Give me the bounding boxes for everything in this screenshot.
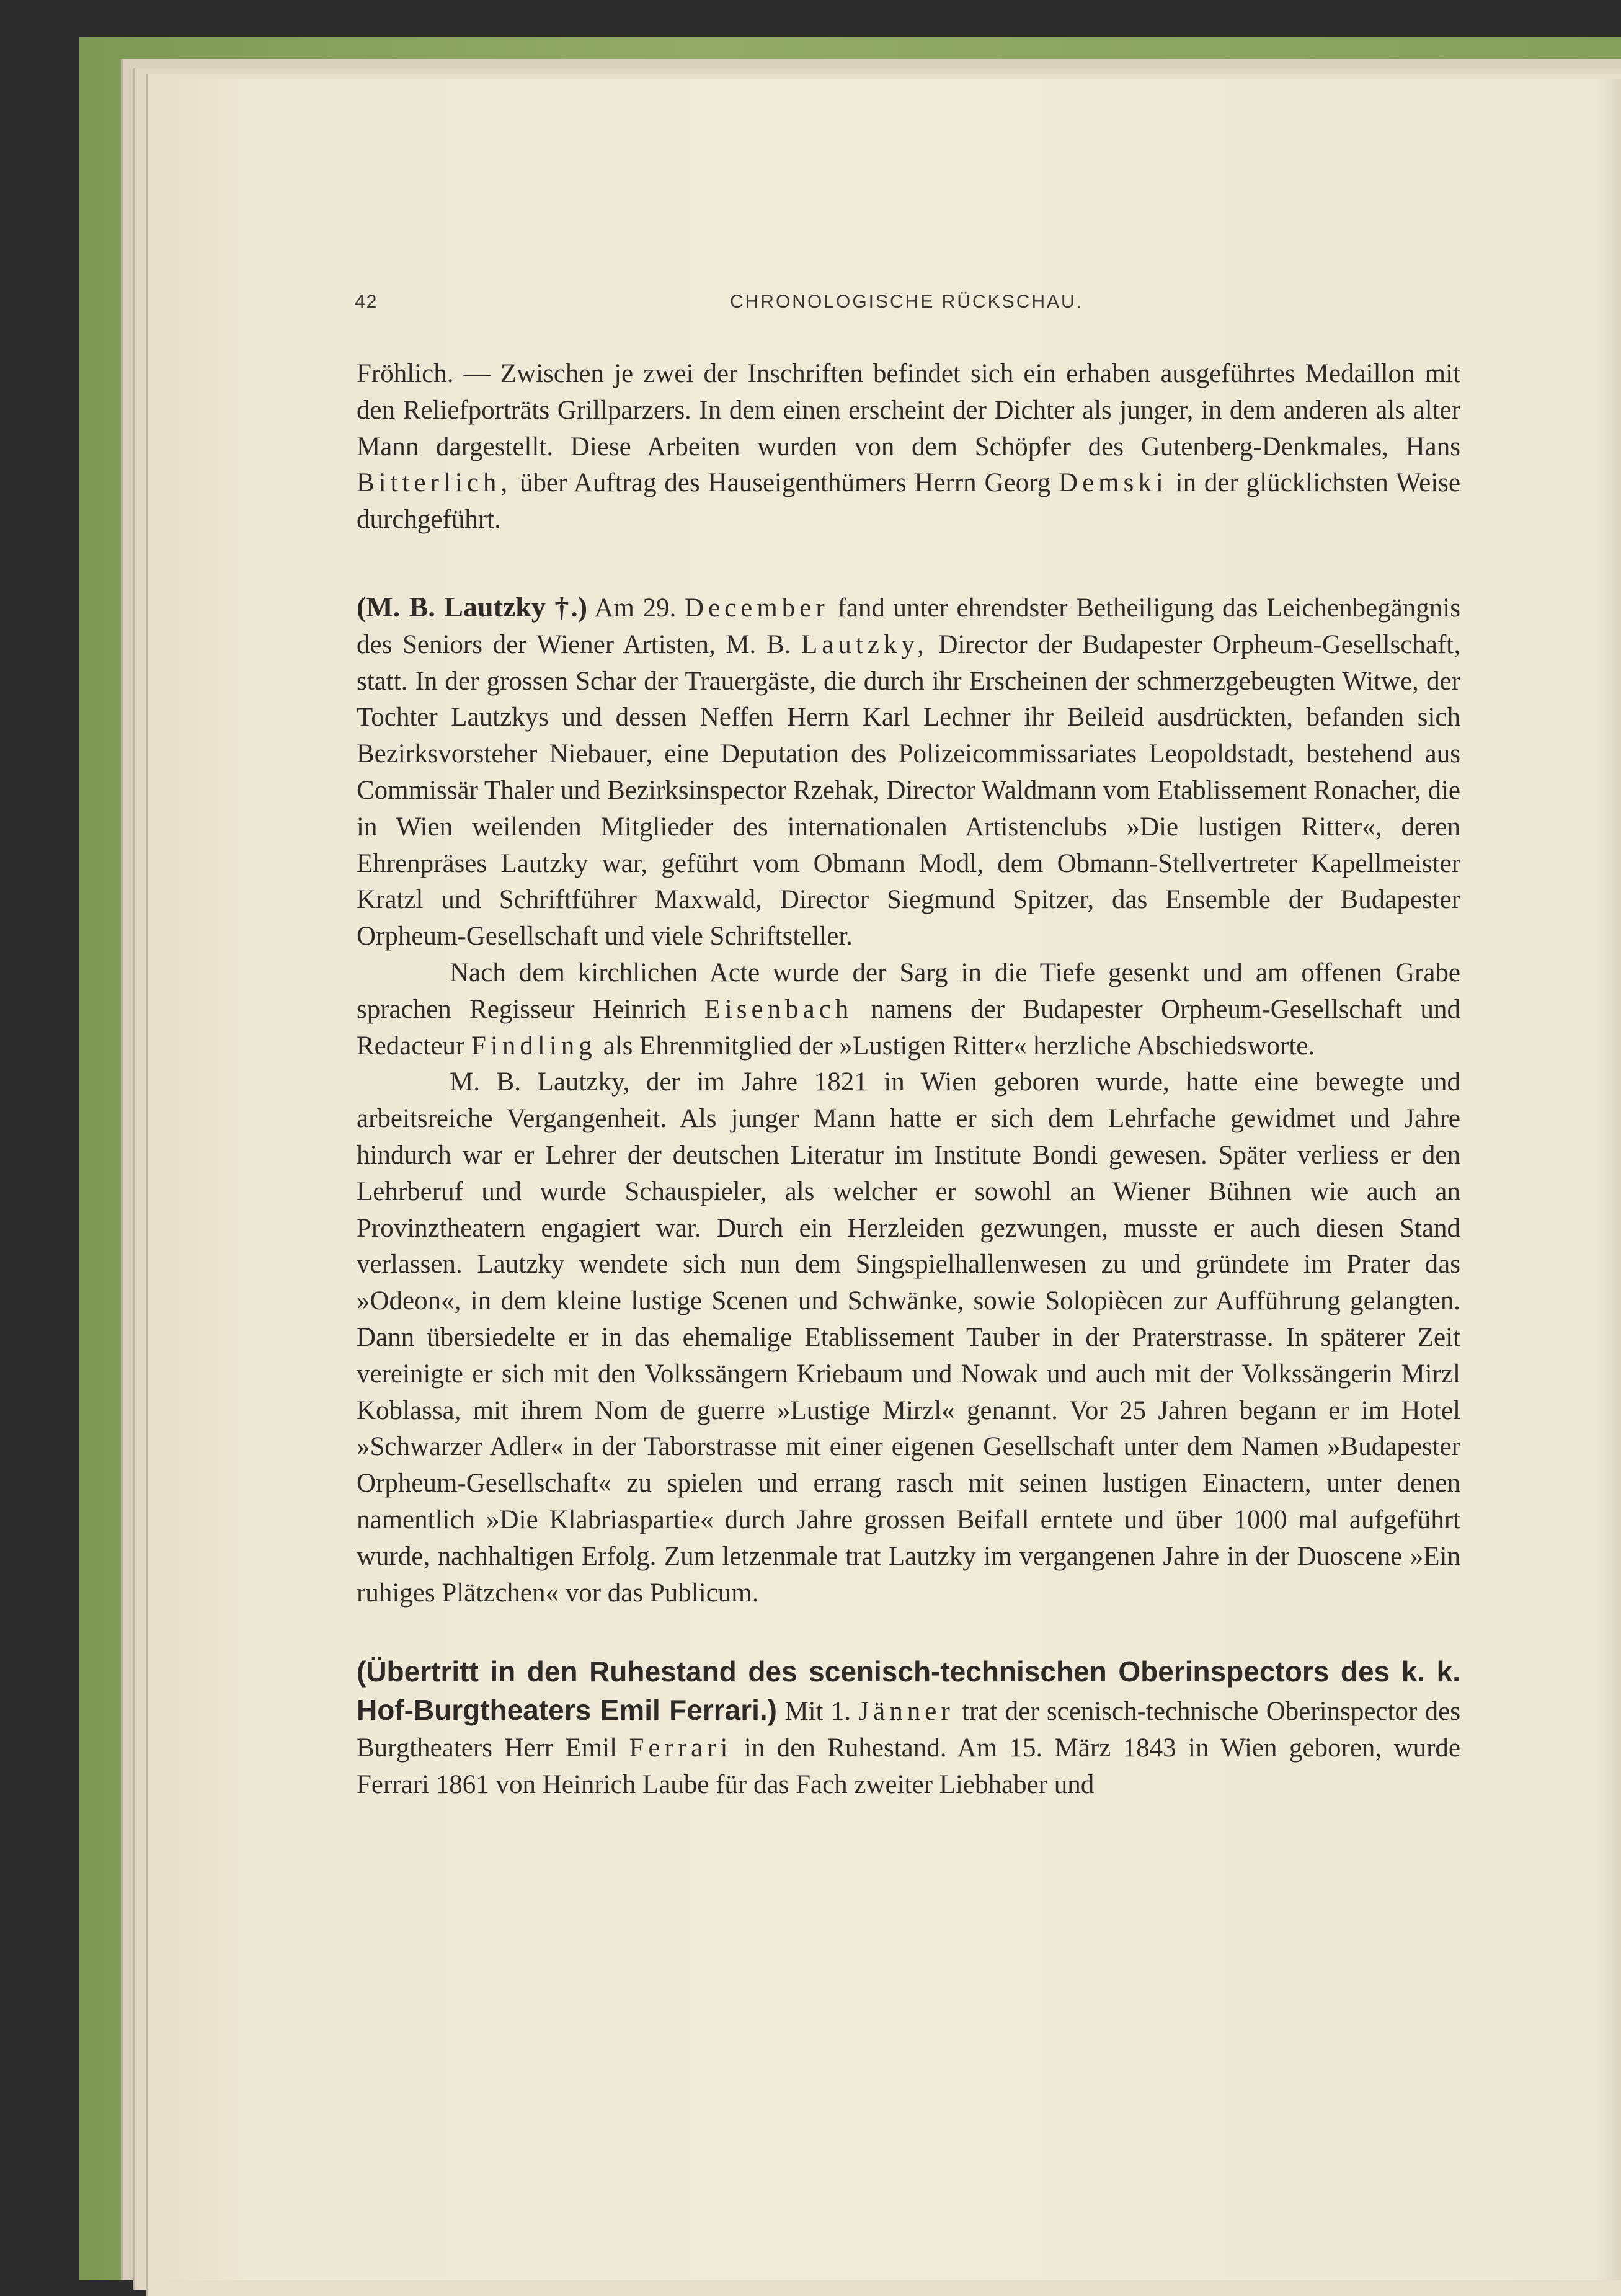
month-name: Jänner [858, 1697, 954, 1727]
person-name: Eisenbach [704, 994, 853, 1024]
text-run: fand unter ehrendster Betheiligung das Leichenbegängnis des Seniors der Wiener Artisten, M. B. [357, 593, 1460, 659]
paragraph [357, 356, 1460, 538]
page-header [355, 291, 1459, 316]
person-name: Ferrari [629, 1733, 732, 1763]
paragraph [357, 955, 1460, 1064]
page-shadow [1596, 79, 1621, 2280]
month-name: December [685, 593, 829, 623]
paragraph: M. B. Lautzky, der im Jahre 1821 in Wien geboren wurde, hatte eine bewegte und arbeitsreiche Vergangenheit. Als junger Mann hatte er sich dem Lehrfache gewidmet und Jahre hindurch war er Lehrer der deutschen Literatur im Institute Bondi gewesen. Später verliess er den Lehrberuf und wurde Schauspieler, als welcher er sowohl an Wiener Bühnen wie auch an Provinztheatern engagiert war. Durch ein Herzleiden gezwungen, musste er auch diesen Stand verlassen. Lautzky wendete sich nun dem Singspielhallenwesen zu und gründete im Prater das »Odeon«, in dem kleine lustige Scenen und Schwänke, sowie Solopiècen zur Aufführung gelangten. Dann übersiedelte er in das ehemalige Etablissement Tauber in der Praterstrasse. In späterer Zeit vereinigte er sich mit den Volkssängern Kriebaum und Nowak und auch mit der Volkssängerin Mirzl Koblassa, mit ihrem Nom de guerre »Lustige Mirzl« genannt. Vor 25 Jahren begann er im Hotel »Schwarzer Adler« in der Taborstrasse mit einer eigenen Gesellschaft unter dem Namen »Budapester Orpheum-Gesellschaft« zu spielen und errang rasch mit seinen lustigen Einactern, unter denen namentlich »Die Klabriaspartie« durch Jahre grossen Beifall erntete und über 1000 mal aufgeführt wurde, nachhaltigen Erfolg. Zum letzenmale trat Lautzky im vergangenen Jahre in der Duoscene »Ein ruhiges Plätzchen« vor das Publicum. [357, 1067, 1460, 1608]
text-run: namens der Budapester Orpheum-Gesellschaft und Redacteur [357, 994, 1460, 1061]
body-text [357, 356, 1460, 1803]
section-gap [357, 538, 1460, 589]
text-run: über Auftrag des Hauseigenthümers Herrn Georg [512, 468, 1059, 498]
running-title: CHRONOLOGISCHE RÜCKSCHAU. [729, 291, 1084, 312]
person-name: Findling [471, 1031, 597, 1061]
paragraph [357, 1653, 1460, 1803]
paragraph [357, 589, 1460, 955]
person-name: Bitterlich, [357, 468, 512, 498]
text-run: Director der Budapester Orpheum-Gesellschaft, statt. In der grossen Schar der Trauergäste, die durch ihr Erscheinen der schmerzgebeugten Witwe, der Tochter Lautzkys und dessen Neffen Herrn Karl Lechner ihr Beileid ausdrückten, befanden sich Bezirksvorsteher Niebauer, eine Deputation des Polizeicommissariates Leopoldstadt, bestehend aus Commissär Thaler und Bezirksinspector Rzehak, Director Waldmann vom Etablissement Ronacher, die in Wien weilenden Mitglieder des internationalen Artistenclubs »Die lustigen Ritter«, deren Ehrenpräses Lautzky war, geführt vom Obmann Modl, dem Obmann-Stellvertreter Kapellmeister Kratzl und Schriftführer Maxwald, Director Siegmund Spitzer, das Ensemble der Budapester Orpheum-Gesellschaft und viele Schriftsteller. [357, 630, 1460, 951]
section-heading: (M. B. Lautzky †.) [357, 590, 588, 623]
text-run: als Ehrenmitglied der »Lustigen Ritter« herzliche Abschiedsworte. [596, 1031, 1315, 1061]
text-run: trat der scenisch-technische Oberinspector des Burgtheaters Herr Emil [357, 1697, 1460, 1763]
text-run: in den Ruhestand. Am 15. März 1843 in Wien geboren, wurde Ferrari 1861 von Heinrich Laube für das Fach zweiter Liebhaber und [357, 1733, 1461, 1799]
text-run: Mit 1. [777, 1697, 859, 1727]
text-run: in der glücklichsten Weise durchgeführt. [357, 468, 1460, 535]
text-run: Am 29. [587, 593, 685, 623]
page-number: 42 [355, 291, 378, 312]
person-name: Lautzky, [801, 630, 928, 659]
text-run: Fröhlich. — Zwischen je zwei der Inschriften befindet sich ein erhaben ausgeführtes Medaillon mit den Reliefporträts Grillparzers. In dem einen erscheint der Dichter als junger, in dem anderen als alter Mann dargestellt. Diese Arbeiten wurden von dem Schöpfer des Gutenberg-Denkmales, Hans [357, 359, 1460, 461]
section-heading: (Übertritt in den Ruhestand des scenisch-technischen Oberinspectors des k. k. Hof-Burgtheaters Emil Ferrari.) [357, 1655, 1460, 1727]
book-page [162, 79, 1621, 2280]
person-name: Demski [1059, 468, 1168, 498]
text-run: Nach dem kirchlichen Acte wurde der Sarg in die Tiefe gesenkt und am offenen Grabe sprachen Regisseur Heinrich [357, 958, 1460, 1024]
section-gap [357, 1611, 1460, 1653]
